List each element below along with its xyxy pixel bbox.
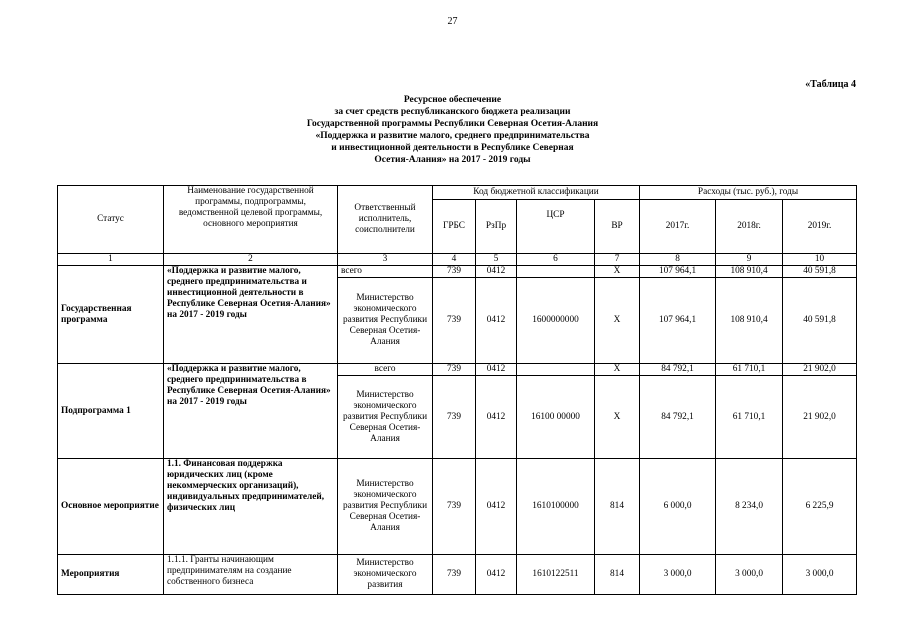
table-row [58, 459, 857, 555]
row-grbs: 739 [433, 376, 476, 459]
row-2017: 107 964,1 [640, 278, 716, 364]
header-2018: 2018г. [716, 200, 783, 254]
header-2019: 2019г. [783, 200, 857, 254]
title-line: и инвестиционной деятельности в Республике Северная [331, 143, 574, 153]
row-grbs: 739 [433, 278, 476, 364]
col-number: 7 [595, 254, 640, 266]
header-name: Наименование государственной программы, подпрограммы, ведомственной целевой программы, основного мероприятия [164, 186, 338, 254]
row-executor: всего [338, 364, 433, 376]
row-vr: 814 [595, 555, 640, 595]
col-number: 5 [476, 254, 517, 266]
page-number: 27 [447, 16, 458, 27]
row-csr [517, 364, 595, 376]
row-vr: Х [595, 278, 640, 364]
row-2017: 6 000,0 [640, 459, 716, 555]
row-status: Мероприятия [58, 555, 164, 595]
row-grbs: 739 [433, 459, 476, 555]
row-rzpr: 0412 [476, 459, 517, 555]
title-line: «Поддержка и развитие малого, среднего предпринимательства [315, 131, 590, 141]
col-number: 2 [164, 254, 338, 266]
row-2018: 61 710,1 [716, 364, 783, 376]
col-number: 1 [58, 254, 164, 266]
header-rzpr: РзПр [476, 200, 517, 254]
row-name: «Поддержка и развитие малого, среднего предпринимательства и инвестиционной деятельности в Республике Северная Осетия-Алания» на 2017 - 2019 годы [164, 266, 338, 364]
row-rzpr: 0412 [476, 266, 517, 278]
row-grbs: 739 [433, 364, 476, 376]
row-2017: 107 964,1 [640, 266, 716, 278]
row-vr: Х [595, 376, 640, 459]
row-executor: Министерство экономического развития Республики Северная Осетия-Алания [338, 459, 433, 555]
row-status: Государственная программа [58, 266, 164, 364]
row-csr [517, 266, 595, 278]
header-grbs: ГРБС [433, 200, 476, 254]
row-name: 1.1.1. Гранты начинающим предпринимателям на создание собственного бизнеса [164, 555, 338, 595]
row-executor: Министерство экономического развития Республики Северная Осетия-Алания [338, 376, 433, 459]
col-number: 10 [783, 254, 857, 266]
table-row [58, 555, 857, 595]
row-csr: 16100 00000 [517, 376, 595, 459]
row-status: Основное мероприятие [58, 459, 164, 555]
row-executor: всего [338, 266, 433, 278]
col-number: 6 [517, 254, 595, 266]
col-number: 3 [338, 254, 433, 266]
row-2018: 108 910,4 [716, 266, 783, 278]
title-line: Ресурсное обеспечение [403, 95, 502, 105]
row-executor: Министерство экономического развития Республики Северная Осетия-Алания [338, 278, 433, 364]
row-2018: 61 710,1 [716, 376, 783, 459]
col-number: 4 [433, 254, 476, 266]
row-grbs: 739 [433, 555, 476, 595]
row-executor: Министерство экономического развития [338, 555, 433, 595]
row-vr: Х [595, 266, 640, 278]
row-2019: 40 591,8 [783, 278, 857, 364]
row-2019: 3 000,0 [783, 555, 857, 595]
row-csr: 1600000000 [517, 278, 595, 364]
header-csr: ЦСР [517, 200, 595, 254]
row-2019: 21 902,0 [783, 376, 857, 459]
row-vr: 814 [595, 459, 640, 555]
row-2018: 8 234,0 [716, 459, 783, 555]
table-row [58, 266, 857, 278]
row-rzpr: 0412 [476, 376, 517, 459]
table-row [58, 364, 857, 376]
row-2017: 84 792,1 [640, 376, 716, 459]
row-rzpr: 0412 [476, 555, 517, 595]
title-line: Государственной программы Республики Северная Осетия-Алания [306, 119, 599, 129]
header-vr: ВР [595, 200, 640, 254]
header-status: Статус [58, 186, 164, 254]
header-expenses: Расходы (тыс. руб.), годы [640, 186, 857, 200]
row-status: Подпрограмма 1 [58, 364, 164, 459]
header-2017: 2017г. [640, 200, 716, 254]
row-csr: 1610100000 [517, 459, 595, 555]
title-line: Осетия-Алания» на 2017 - 2019 годы [374, 155, 531, 165]
row-2017: 84 792,1 [640, 364, 716, 376]
row-2019: 6 225,9 [783, 459, 857, 555]
title-line: за счет средств республиканского бюджета реализации [334, 107, 571, 117]
row-name: 1.1. Финансовая поддержка юридических лиц (кроме некоммерческих организаций), индивидуальных предпринимателей, физических лиц [164, 459, 338, 555]
row-2018: 108 910,4 [716, 278, 783, 364]
header-executor: Ответственный исполнитель, соисполнители [338, 186, 433, 254]
row-2019: 40 591,8 [783, 266, 857, 278]
col-number: 8 [640, 254, 716, 266]
row-csr: 1610122511 [517, 555, 595, 595]
table-reference: «Таблица 4 [805, 79, 856, 90]
row-grbs: 739 [433, 266, 476, 278]
header-kbk: Код бюджетной классификации [433, 186, 640, 200]
row-rzpr: 0412 [476, 278, 517, 364]
row-2017: 3 000,0 [640, 555, 716, 595]
row-vr: Х [595, 364, 640, 376]
row-name: «Поддержка и развитие малого, среднего предпринимательства в Республике Северная Осетия-Алания» на 2017 - 2019 годы [164, 364, 338, 459]
row-rzpr: 0412 [476, 364, 517, 376]
resource-table [57, 185, 857, 595]
row-2019: 21 902,0 [783, 364, 857, 376]
table-title [0, 94, 905, 166]
row-2018: 3 000,0 [716, 555, 783, 595]
col-number: 9 [716, 254, 783, 266]
